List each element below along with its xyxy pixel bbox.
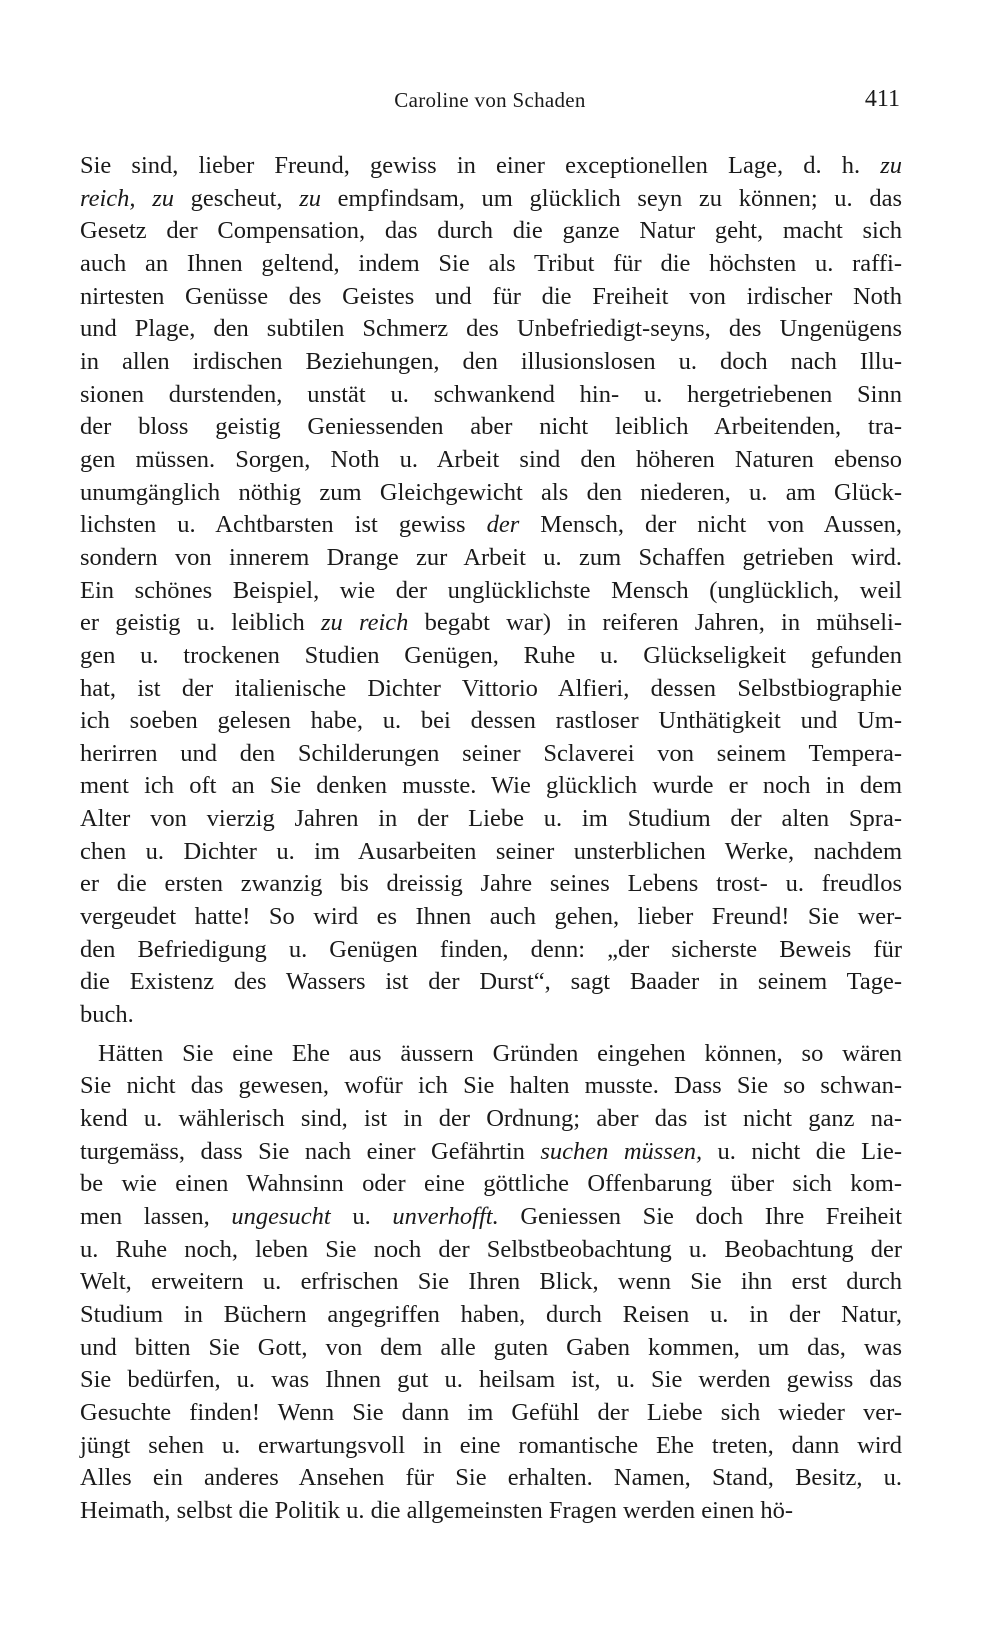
- italic-span: zu: [299, 184, 321, 212]
- text-span: be wie einen Wahnsinn oder eine göttliche Offenbarung über sich kom-: [80, 1170, 902, 1198]
- text-span: unumgänglich nöthig zum Gleichgewicht als den niederen, u. am Glück-: [80, 478, 902, 506]
- text-span: men lassen,: [80, 1203, 232, 1230]
- text-span: Mensch, der nicht von Aussen,: [519, 511, 902, 539]
- text-line: [80, 1397, 902, 1430]
- text-span: kend u. wählerisch sind, ist in der Ordnung; aber das ist nicht ganz na-: [80, 1105, 902, 1133]
- text-line: [80, 1266, 902, 1299]
- text-span: vergeudet hatte! So wird es Ihnen auch gehen, lieber Freund! Sie wer-: [80, 903, 902, 931]
- text-span: sondern von innerem Drange zur Arbeit u. zum Schaffen getrieben wird.: [80, 543, 902, 571]
- text-span: buch.: [80, 1001, 134, 1029]
- italic-span: unverhofft.: [392, 1203, 499, 1230]
- text-line: [80, 705, 902, 738]
- text-span: sionen durstenden, unstät u. schwankend hin- u. hergetriebenen Sinn: [80, 380, 902, 408]
- paragraph: [80, 1038, 902, 1528]
- text-line: [80, 575, 902, 608]
- text-line: [80, 150, 902, 183]
- text-span: der bloss geistig Geniessenden aber nicht leiblich Arbeitenden, tra-: [80, 413, 902, 441]
- text-span: empfindsam, um glücklich seyn zu können; u. das: [320, 184, 903, 212]
- text-span: u. nicht die Lie-: [702, 1137, 902, 1165]
- text-line: [80, 934, 902, 967]
- text-line: [80, 770, 902, 803]
- text-span: Hätten Sie eine Ehe aus äussern Gründen eingehen können, so wären: [98, 1039, 902, 1067]
- text-line: [80, 183, 902, 216]
- text-line: [80, 1234, 902, 1267]
- text-span: Sie bedürfen, u. was Ihnen gut u. heilsam ist, u. Sie werden gewiss das: [80, 1366, 902, 1394]
- text-span: herirren und den Schilderungen seiner Sclaverei von seinem Tempera-: [80, 739, 902, 767]
- text-span: ment ich oft an Sie denken musste. Wie glücklich wurde er noch in dem: [80, 772, 902, 800]
- paragraph: [80, 150, 902, 1032]
- page-number: 411: [864, 86, 900, 112]
- text-line: [80, 1070, 902, 1103]
- text-line: [80, 901, 902, 934]
- italic-span: zu reich: [320, 609, 409, 637]
- text-span: Sie nicht das gewesen, wofür ich Sie halten musste. Dass Sie so schwan-: [80, 1072, 902, 1100]
- text-line: [80, 673, 902, 706]
- text-line: [80, 509, 902, 542]
- text-line: [80, 803, 902, 836]
- text-line: [80, 379, 902, 412]
- text-span: Alter von vierzig Jahren in der Liebe u. im Studium der alten Spra-: [80, 805, 902, 833]
- italic-span: suchen müssen,: [540, 1137, 703, 1165]
- text-line: [80, 1201, 902, 1234]
- text-line: [80, 868, 902, 901]
- text-span: Heimath, selbst die Politik u. die allgemeinsten Fragen werden einen hö-: [80, 1496, 794, 1524]
- text-span: Studium in Büchern angegriffen haben, durch Reisen u. in der Natur,: [80, 1300, 902, 1328]
- text-span: lichsten u. Achtbarsten ist gewiss: [80, 511, 487, 539]
- italic-span: zu: [880, 152, 902, 179]
- text-span: u.: [330, 1203, 393, 1230]
- running-header: [80, 88, 900, 128]
- text-line: [80, 248, 902, 281]
- text-line: [80, 1136, 902, 1169]
- text-span: Welt, erweitern u. erfrischen Sie Ihren Blick, wenn Sie ihn erst durch: [80, 1268, 902, 1296]
- text-line: [80, 1430, 902, 1463]
- text-span: er die ersten zwanzig bis dreissig Jahre seines Lebens trost- u. freudlos: [80, 870, 902, 898]
- text-line: [80, 215, 902, 248]
- text-span: turgemäss, dass Sie nach einer Gefährtin: [80, 1137, 541, 1165]
- text-span: auch an Ihnen geltend, indem Sie als Tribut für die höchsten u. raffi-: [80, 249, 902, 277]
- text-line: [80, 1462, 902, 1495]
- text-line: [80, 477, 902, 510]
- text-span: Gesetz der Compensation, das durch die ganze Natur geht, macht sich: [80, 217, 902, 245]
- text-span: chen u. Dichter u. im Ausarbeiten seiner unsterblichen Werke, nachdem: [80, 837, 902, 865]
- text-line: [80, 444, 902, 477]
- text-span: den Befriedigung u. Genügen finden, denn: „der sicherste Beweis für: [80, 935, 902, 963]
- text-span: und Plage, den subtilen Schmerz des Unbefriedigt-seyns, des Ungenügens: [80, 315, 902, 343]
- text-line: [80, 640, 902, 673]
- text-span: gen müssen. Sorgen, Noth u. Arbeit sind den höheren Naturen ebenso: [80, 445, 902, 473]
- text-span: und bitten Sie Gott, von dem alle guten Gaben kommen, um das, was: [80, 1333, 902, 1361]
- text-span: jüngt sehen u. erwartungsvoll in eine romantische Ehe treten, dann wird: [80, 1431, 902, 1459]
- text-line: [80, 1168, 902, 1201]
- running-header-title: Caroline von Schaden: [394, 88, 586, 112]
- text-span: hat, ist der italienische Dichter Vittorio Alfieri, dessen Selbstbiographie: [80, 674, 902, 702]
- italic-span: der: [486, 511, 520, 539]
- text-line: [80, 542, 902, 575]
- text-line: [80, 1364, 902, 1397]
- italic-span: reich, zu: [80, 184, 175, 212]
- text-span: nirtesten Genüsse des Geistes und für die Freiheit von irdischer Noth: [80, 282, 902, 310]
- italic-span: ungesucht: [231, 1203, 331, 1230]
- text-line: [80, 313, 902, 346]
- text-line: [80, 966, 902, 999]
- text-span: begabt war) in reiferen Jahren, in mühseli-: [408, 609, 903, 637]
- text-span: gescheut,: [174, 184, 300, 212]
- text-span: u. Ruhe noch, leben Sie noch der Selbstbeobachtung u. Beobachtung der: [80, 1235, 902, 1263]
- text-span: ich soeben gelesen habe, u. bei dessen rastloser Unthätigkeit und Um-: [80, 707, 902, 735]
- text-span: die Existenz des Wassers ist der Durst“, sagt Baader in seinem Tage-: [80, 968, 902, 996]
- text-line: [80, 1103, 902, 1136]
- text-span: er geistig u. leiblich: [80, 609, 321, 637]
- text-span: Alles ein anderes Ansehen für Sie erhalten. Namen, Stand, Besitz, u.: [80, 1464, 902, 1492]
- text-span: Ein schönes Beispiel, wie der unglücklichste Mensch (unglücklich, weil: [80, 576, 902, 604]
- text-line: [80, 281, 902, 314]
- text-line: [80, 1038, 902, 1071]
- text-line: [80, 1332, 902, 1365]
- text-span: gen u. trockenen Studien Genügen, Ruhe u. Glückseligkeit gefunden: [80, 641, 902, 669]
- text-span: Gesuchte finden! Wenn Sie dann im Gefühl der Liebe sich wieder ver-: [80, 1398, 902, 1426]
- text-span: in allen irdischen Beziehungen, den illusionslosen u. doch nach Illu-: [80, 347, 902, 375]
- text-span: Sie sind, lieber Freund, gewiss in einer exceptionellen Lage, d. h.: [80, 152, 881, 179]
- text-line: [80, 346, 902, 379]
- text-line: [80, 999, 902, 1032]
- text-line: [80, 738, 902, 771]
- text-line: [80, 1299, 902, 1332]
- text-line: [80, 1495, 902, 1528]
- text-line: [80, 607, 902, 640]
- text-line: [80, 836, 902, 869]
- body-text: [80, 150, 902, 1528]
- text-line: [80, 411, 902, 444]
- text-span: Geniessen Sie doch Ihre Freiheit: [498, 1203, 902, 1230]
